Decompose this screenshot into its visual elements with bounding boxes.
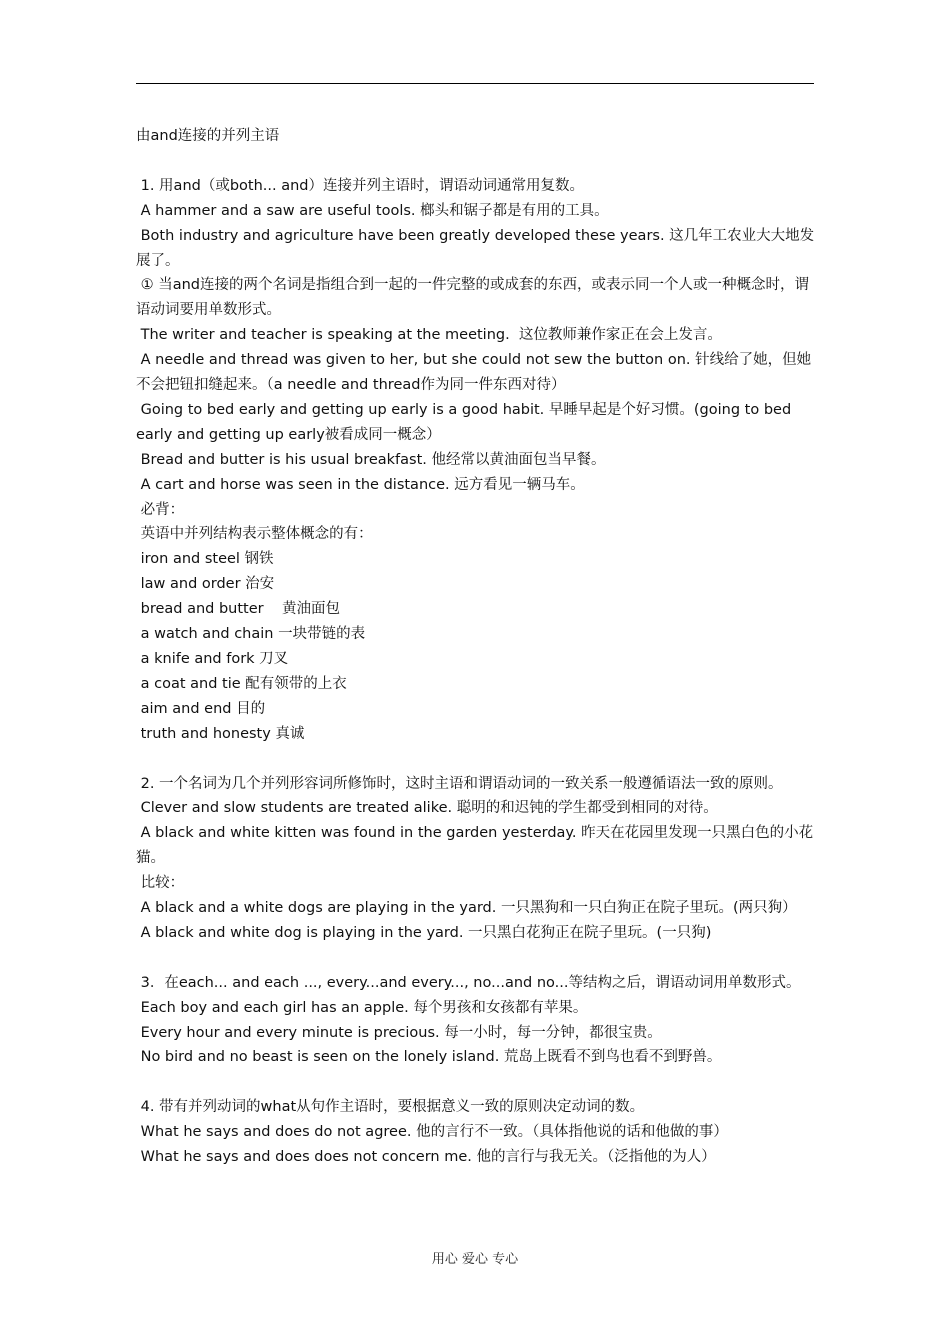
paragraph-line: A hammer and a saw are useful tools. 榔头和锯子都是有用的工具。 (136, 202, 609, 219)
blank-line (136, 946, 816, 971)
paragraph-line: a coat and tie 配有领带的上衣 (136, 675, 347, 692)
paragraph-line: The writer and teacher is speaking at the meeting. 这位教师兼作家正在会上发言。 (136, 327, 722, 344)
paragraph-line: a knife and fork 刀叉 (136, 651, 289, 668)
paragraph-line: 比较： (136, 875, 185, 892)
blank-line (136, 149, 816, 174)
paragraph-line: A cart and horse was seen in the distance. 远方看见一辆马车。 (136, 476, 585, 493)
paragraph-line: Every hour and every minute is precious. 每一小时，每一分钟，都很宝贵。 (136, 1024, 662, 1041)
paragraph-line: A black and white dog is playing in the yard. 一只黑白花狗正在院子里玩。(一只狗) (136, 924, 712, 941)
paragraph-line: Clever and slow students are treated alike. 聪明的和迟钝的学生都受到相同的对待。 (136, 800, 718, 817)
paragraph-line: 1. 用and（或both... and）连接并列主语时，谓语动词通常用复数。 (136, 177, 584, 194)
paragraph-line: Both industry and agriculture have been greatly developed these years. 这几年工农业大大地发展了。 (136, 227, 815, 269)
paragraph-line: Bread and butter is his usual breakfast. 他经常以黄油面包当早餐。 (136, 451, 606, 468)
paragraph-line: A black and white kitten was found in the garden yesterday. 昨天在花园里发现一只黑白色的小花猫。 (136, 825, 814, 867)
header-rule (136, 83, 814, 84)
paragraph-line: ① 当and连接的两个名词是指组合到一起的一件完整的或成套的东西，或表示同一个人或一种概念时，谓语动词要用单数形式。 (136, 277, 809, 319)
paragraph-line: bread and butter 黄油面包 (136, 601, 341, 618)
paragraph-line: iron and steel 钢铁 (136, 551, 274, 568)
paragraph-line: law and order 治安 (136, 576, 275, 593)
paragraph-line: 必背： (136, 501, 185, 518)
paragraph-line: 4. 带有并列动词的what从句作主语时，要根据意义一致的原则决定动词的数。 (136, 1099, 645, 1116)
document-body (136, 124, 816, 1170)
paragraph-line: aim and end 目的 (136, 700, 266, 717)
paragraph-line: truth and honesty 真诚 (136, 725, 305, 742)
blank-line (136, 1070, 816, 1095)
blank-line (136, 747, 816, 772)
paragraph-line: What he says and does do not agree. 他的言行不一致。（具体指他说的话和他做的事） (136, 1124, 728, 1141)
document-title: 由and连接的并列主语 (136, 128, 280, 144)
paragraph-line: A needle and thread was given to her, but she could not sew the button on. 针线给了她，但她不会把钮扣缝起来。（a needle and thread作为同一件东西对待） (136, 352, 812, 394)
paragraph-line: 英语中并列结构表示整体概念的有： (136, 526, 373, 543)
paragraph-line: 2. 一个名词为几个并列形容词所修饰时，这时主语和谓语动词的一致关系一般遵循语法一致的原则。 (136, 775, 783, 792)
paragraph-line: 3．在each... and each ..., every...and every..., no...and no...等结构之后，谓语动词用单数形式。 (136, 974, 801, 991)
paragraph-line: No bird and no beast is seen on the lonely island. 荒岛上既看不到鸟也看不到野兽。 (136, 1049, 722, 1066)
page-footer: 用心 爱心 专心 (431, 1252, 519, 1267)
paragraph-line: Each boy and each girl has an apple. 每个男孩和女孩都有苹果。 (136, 999, 588, 1016)
paragraph-line: A black and a white dogs are playing in the yard. 一只黑狗和一只白狗正在院子里玩。(两只狗） (136, 900, 797, 917)
paragraph-line: What he says and does does not concern me. 他的言行与我无关。（泛指他的为人） (136, 1149, 716, 1166)
paragraph-line: a watch and chain 一块带链的表 (136, 626, 366, 643)
paragraph-line: Going to bed early and getting up early is a good habit. 早睡早起是个好习惯。(going to bed early and getting up early被看成同一概念） (136, 401, 796, 443)
